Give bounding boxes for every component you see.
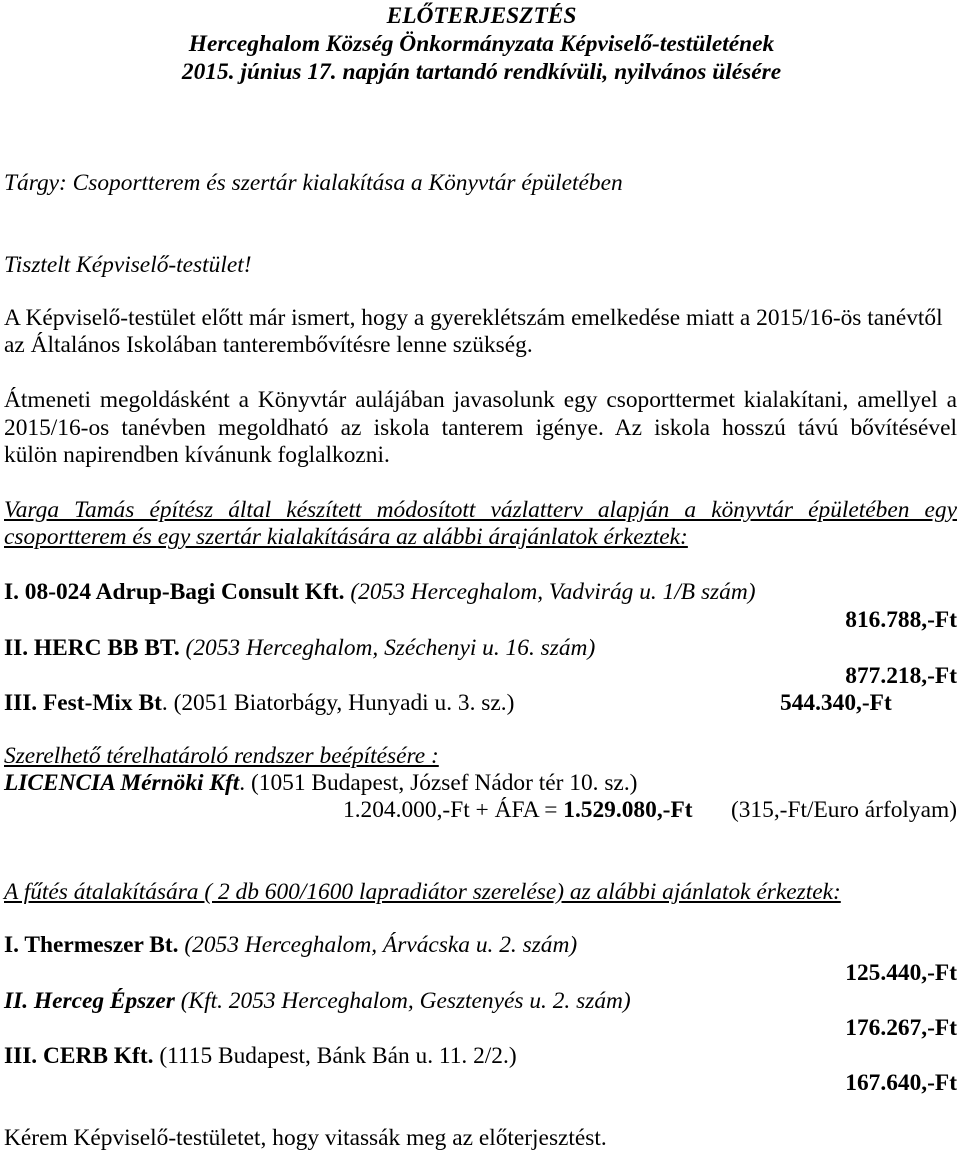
heating-offer-1-price: 125.440,-Ft — [845, 960, 957, 986]
heating-offer-2 — [4, 987, 631, 1015]
subject-line: Tárgy: Csoportterem és szertár kialakítása a Könyvtár épületében — [4, 170, 623, 196]
room-offers-intro-line-1: Varga Tamás építész által készített módosított vázlatterv alapján a könyvtár épületében egy — [4, 497, 957, 523]
document-title: ELŐTERJESZTÉS — [386, 3, 577, 29]
offer-company-address: (2053 Herceghalom, Árvácska u. 2. szám) — [178, 932, 578, 958]
offer-company-name: III. CERB Kft. — [4, 1043, 154, 1069]
proposal-line-3: külön napirendben kívánunk foglalkozni. — [4, 442, 390, 468]
heating-offer-3-price: 167.640,-Ft — [845, 1070, 957, 1096]
heating-offer-3 — [4, 1042, 517, 1070]
room-offer-1-price: 816.788,-Ft — [845, 607, 957, 633]
document-addressee: Herceghalom Község Önkormányzata Képviselő-testületének — [188, 31, 775, 57]
partition-price-group — [343, 796, 693, 824]
offer-company-address: . (2051 Biatorbágy, Hunyadi u. 3. sz.) — [161, 690, 515, 716]
offer-company-address: (2053 Herceghalom, Vadvirág u. 1/B szám) — [344, 579, 756, 605]
closing-request: Kérem Képviselő-testületet, hogy vitassák meg az előterjesztést. — [4, 1125, 607, 1151]
intro-line-1: A Képviselő-testület előtt már ismert, hogy a gyereklétszám emelkedése miatt a 2015/16-ös tanévtől — [4, 305, 943, 331]
room-offers-intro-line-2: csoportterem és egy szertár kialakítására az alábbi árajánlatok érkeztek: — [4, 524, 688, 550]
partition-exchange-rate: (315,-Ft/Euro árfolyam) — [730, 797, 957, 823]
room-offer-1 — [4, 578, 756, 606]
offer-company-name: I. 08-024 Adrup-Bagi Consult Kft. — [4, 579, 345, 605]
room-offer-3 — [4, 689, 514, 717]
meeting-line: 2015. június 17. napján tartandó rendkívüli, nyilvános ülésére — [181, 59, 782, 85]
heating-heading: A fűtés átalakítására ( 2 db 600/1600 lapradiátor szerelése) az alábbi ajánlatok érkeztek: — [4, 879, 841, 905]
room-offer-2 — [4, 634, 595, 662]
proposal-line-2: 2015/16-os tanévben megoldható az iskola tanterem igénye. Az iskola hosszú távú bővítésével — [4, 415, 957, 441]
partition-company-address: . (1051 Budapest, József Nádor tér 10. sz.) — [239, 770, 638, 796]
partition-net-price: 1.204.000,-Ft + ÁFA = — [343, 797, 564, 823]
offer-company-name: III. Fest-Mix Bt — [4, 690, 162, 716]
offer-company-name: I. Thermeszer Bt. — [4, 932, 179, 958]
partition-company-name: LICENCIA Mérnöki Kft — [4, 770, 240, 796]
offer-company-address: (Kft. 2053 Herceghalom, Gesztenyés u. 2. szám) — [174, 988, 631, 1014]
offer-company-address: (1115 Budapest, Bánk Bán u. 11. 2/2.) — [153, 1043, 517, 1069]
partition-offer — [4, 769, 637, 797]
partition-price-row — [343, 796, 957, 824]
offer-company-address: (2053 Herceghalom, Széchenyi u. 16. szám) — [179, 635, 596, 661]
heating-offer-1 — [4, 931, 577, 959]
salutation: Tisztelt Képviselő-testület! — [4, 252, 252, 278]
room-offer-2-price: 877.218,-Ft — [845, 663, 957, 689]
partition-heading: Szerelhető térelhatároló rendszer beépítésére : — [4, 743, 439, 769]
offer-company-name: II. HERC BB BT. — [4, 635, 180, 661]
offer-company-name: II. Herceg Épszer — [4, 988, 175, 1014]
intro-line-2: az Általános Iskolában tanterembővítésre lenne szükség. — [4, 332, 533, 358]
room-offer-3-price: 544.340,-Ft — [780, 690, 892, 716]
partition-gross-price: 1.529.080,-Ft — [563, 797, 693, 823]
proposal-line-1: Átmeneti megoldásként a Könyvtár aulájában javasolunk egy csoporttermet kialakítani, amellyel a — [4, 387, 957, 413]
heating-offer-2-price: 176.267,-Ft — [845, 1015, 957, 1041]
